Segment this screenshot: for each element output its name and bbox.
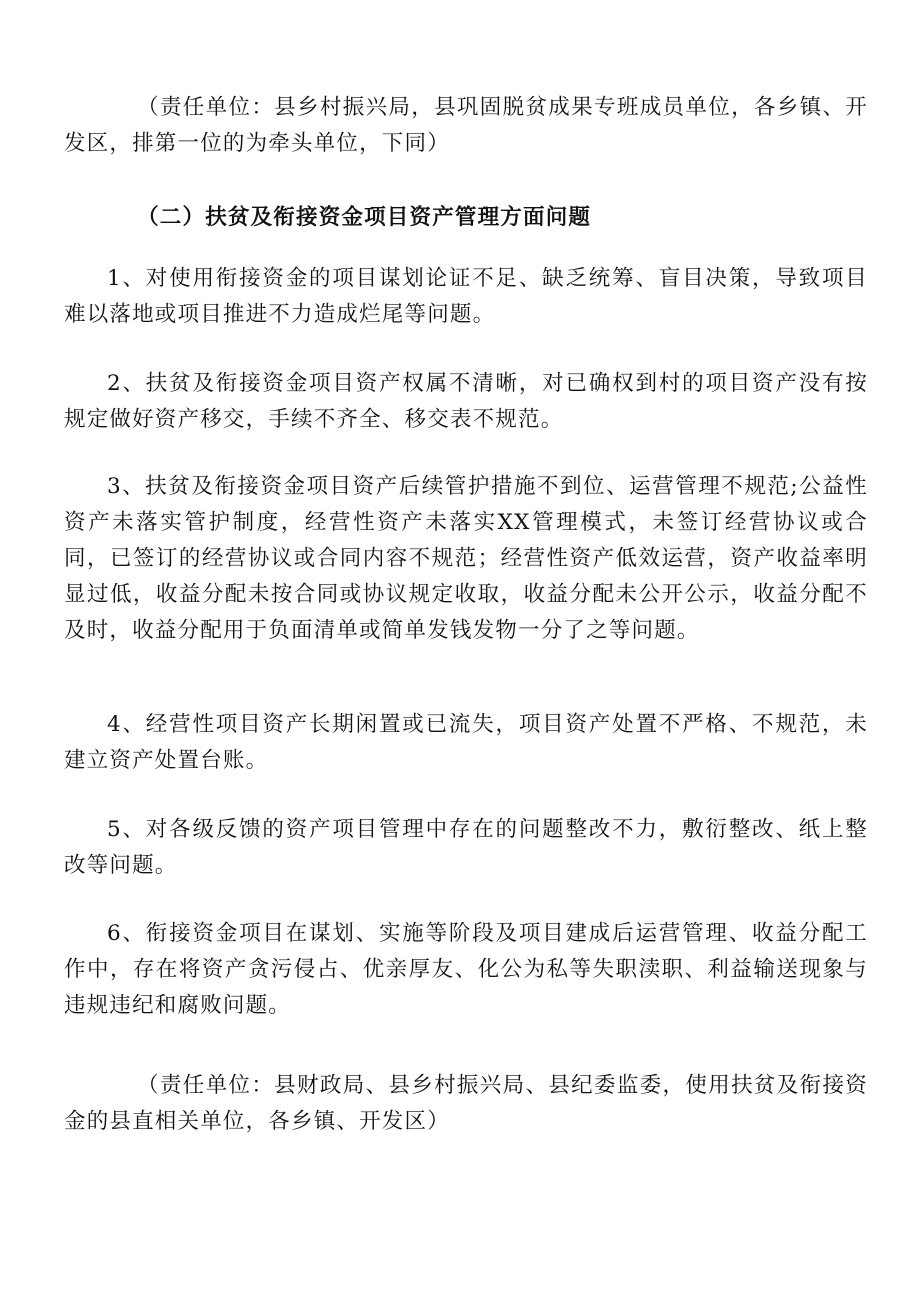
list-item-3: 3、扶贫及衔接资金项目资产后续管护措施不到位、运营管理不规范;公益性资产未落实管护制度，经营性资产未落实XX管理模式，未签订经营协议或合同，已签订的经营协议或合同内容不规范；经营性资产低效运营，资产收益率明显过低，收益分配未按合同或协议规定收取，收益分配未公开公示，收益分配不及时，收益分配用于负面清单或简单发钱发物一分了之等问题。: [64, 474, 868, 643]
section-heading: （二）扶贫及衔接资金项目资产管理方面问题: [137, 205, 592, 230]
responsibility-note-2: （责任单位：县财政局、县乡村振兴局、县纪委监委，使用扶贫及衔接资金的县直相关单位，各乡镇、开发区）: [64, 1073, 868, 1134]
list-item-4: 4、经营性项目资产长期闲置或已流失，项目资产处置不严格、不规范，未建立资产处置台账。: [64, 712, 868, 773]
list-item-1: 1、对使用衔接资金的项目谋划论证不足、缺乏统筹、盲目决策，导致项目难以落地或项目推进不力造成烂尾等问题。: [64, 266, 868, 327]
list-item-6: 6、衔接资金项目在谋划、实施等阶段及项目建成后运营管理、收益分配工作中，存在将资产贪污侵占、优亲厚友、化公为私等失职渎职、利益输送现象与违规违纪和腐败问题。: [64, 921, 868, 1018]
responsibility-note-1: （责任单位：县乡村振兴局，县巩固脱贫成果专班成员单位，各乡镇、开发区，排第一位的为牵头单位，下同）: [64, 95, 868, 156]
list-item-5: 5、对各级反馈的资产项目管理中存在的问题整改不力，敷衍整改、纸上整改等问题。: [64, 817, 868, 878]
list-item-2: 2、扶贫及衔接资金项目资产权属不清晰，对已确权到村的项目资产没有按规定做好资产移交，手续不齐全、移交表不规范。: [64, 371, 868, 432]
